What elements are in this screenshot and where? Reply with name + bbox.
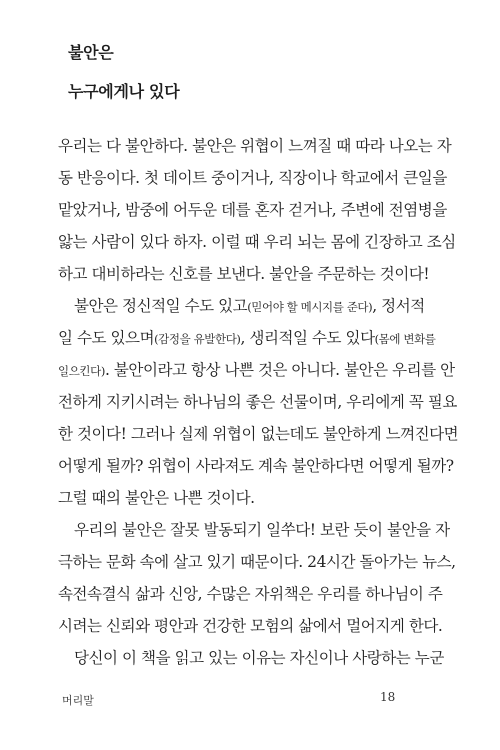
body-line: 우리의 불안은 잘못 발동되기 일쑤다! 보란 듯이 불안을 자 [74, 521, 450, 539]
body-line: 일 수도 있으며(감정을 유발한다), 생리적일 수도 있다(몸에 변화를 [58, 329, 436, 347]
body-line: 동 반응이다. 첫 데이트 중이거나, 직장이나 학교에서 큰일을 [58, 169, 447, 187]
parenthetical-note: (믿어야 할 메시지를 준다) [247, 300, 373, 314]
body-line: 불안은 정신적일 수도 있고(믿어야 할 메시지를 준다), 정서적 [74, 297, 425, 315]
body-line: 우리는 다 불안하다. 불안은 위협이 느껴질 때 따라 나오는 자 [58, 137, 452, 155]
body-line: 맡았거나, 밤중에 어두운 데를 혼자 걷거나, 주변에 전염병을 [58, 201, 447, 219]
body-line: 한 것이다! 그러나 실제 위협이 없는데도 불안하게 느껴진다면 [58, 425, 459, 443]
body-line: 극하는 문화 속에 살고 있기 때문이다. 24시간 돌아가는 뉴스, [58, 553, 456, 571]
body-line: 속전속결식 삶과 신앙, 수많은 자위책은 우리를 하나님이 주 [58, 585, 443, 603]
parenthetical-note: (몸에 변화를 [374, 332, 436, 346]
page-number: 18 [380, 690, 396, 704]
parenthetical-note: (감정을 유발한다) [154, 332, 241, 346]
section-heading-line-2: 누구에게나 있다 [68, 82, 180, 101]
body-line: 전하게 지키시려는 하나님의 좋은 선물이며, 우리에게 꼭 필요 [58, 393, 457, 411]
body-line: 하고 대비하라는 신호를 보낸다. 불안을 주문하는 것이다! [58, 265, 430, 283]
body-line: 그럴 때의 불안은 나쁜 것이다. [58, 489, 255, 507]
body-line: 시려는 신뢰와 평안과 건강한 모험의 삶에서 멀어지게 한다. [58, 617, 443, 635]
running-footer-label: 머리말 [62, 694, 94, 707]
body-line: 어떻게 될까? 위협이 사라져도 계속 불안하다면 어떻게 될까? [58, 457, 454, 475]
body-line: 당신이 이 책을 읽고 있는 이유는 자신이나 사랑하는 누군 [74, 649, 444, 667]
parenthetical-note: 일으킨다) [58, 364, 105, 378]
body-line: 일으킨다). 불안이라고 항상 나쁜 것은 아니다. 불안은 우리를 안 [58, 361, 455, 379]
body-line: 앓는 사람이 있다 하자. 이럴 때 우리 뇌는 몸에 긴장하고 조심 [58, 233, 456, 251]
section-heading-line-1: 불안은 [68, 43, 114, 62]
